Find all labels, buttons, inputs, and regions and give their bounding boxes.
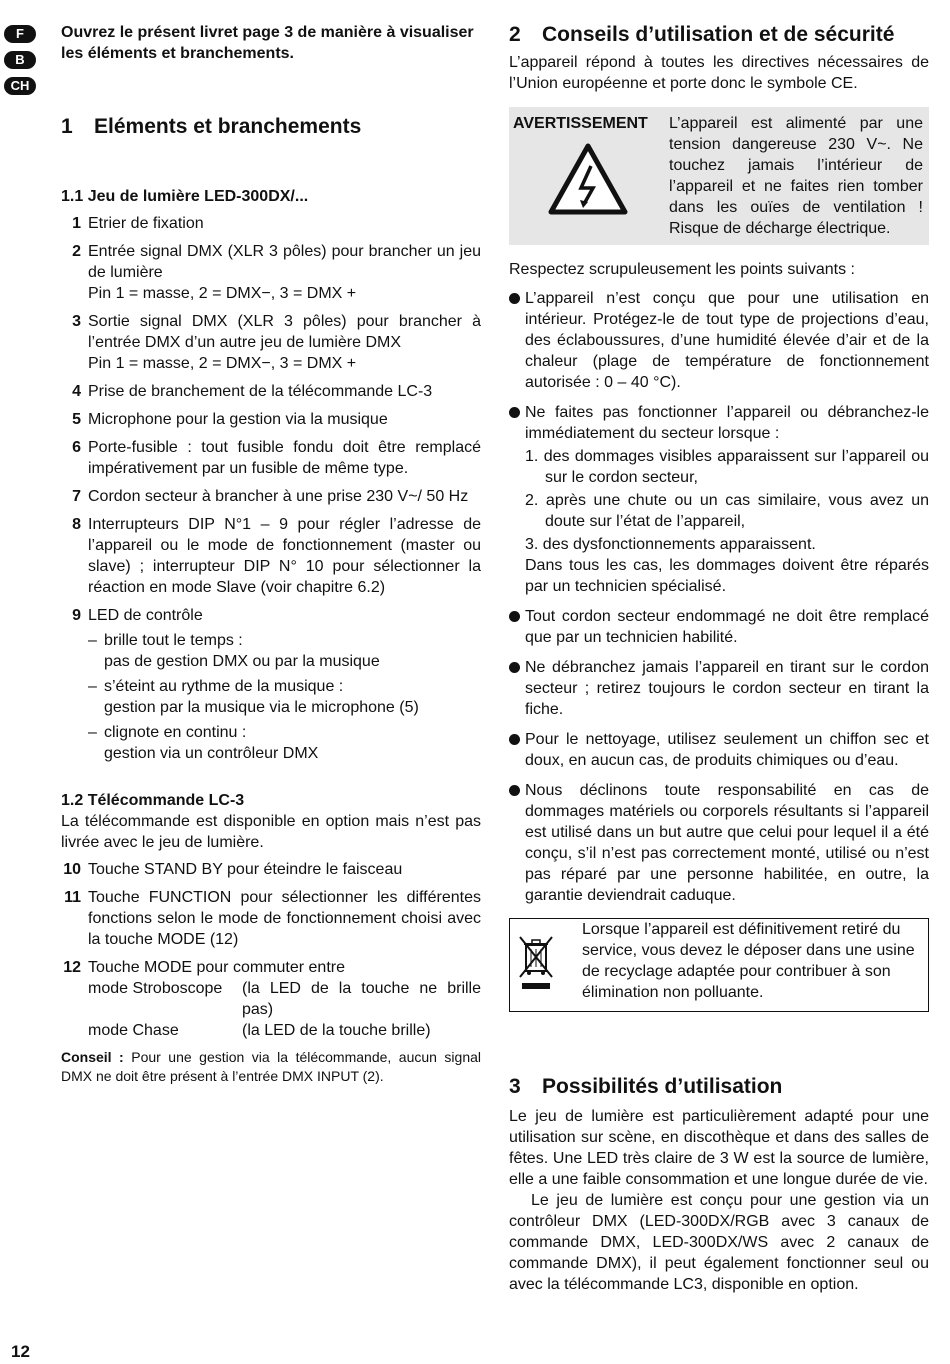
section-1-heading [61,114,481,140]
list-item [61,437,481,479]
section-title: Eléments et branchements [94,115,362,138]
language-tab-f: F [4,25,36,43]
item-text: Etrier de fixation [88,215,204,232]
item-text: Prise de branchement de la télécommande LC-3 [88,383,433,400]
list-item [61,213,481,234]
item-text: Cordon secteur à brancher à une prise 230 V~/ 50 Hz [88,488,469,505]
item-text: LED de contrôle [88,607,203,624]
page-number: 12 [11,1342,30,1361]
damage-conditions [525,446,929,555]
list-item [61,605,481,764]
tip-label: Conseil : [61,1049,124,1065]
item-number: 12 [63,959,81,976]
item-text: Microphone pour la gestion via la musique [88,411,388,428]
tip-note [61,1048,481,1086]
language-tab-ch: CH [4,77,36,95]
warning-title: AVERTISSEMENT [513,115,648,132]
item-number: 9 [72,607,81,624]
section-number: 3 [509,1075,521,1098]
item-number: 7 [72,488,81,505]
item-number: 2 [72,243,81,260]
item-number: 5 [72,411,81,428]
safety-item [509,402,929,597]
list-item [61,957,481,1041]
intro-text: Ouvrez le présent livret page 3 de manière à visualiser les éléments et branchements. [61,24,474,62]
subsection-1-1-heading: 1.1 Jeu de lumière LED-300DX/... [61,188,309,205]
ce-mark: CE [831,75,854,92]
list-item [61,241,481,304]
item-text: Porte-fusible : tout fusible fondu doit être remplacé impérativement par un fusible de même type. [88,439,481,477]
led-state-item [88,676,481,718]
respect-instruction: Respectez scrupuleusement les points suivants : [509,261,855,278]
list-item [61,859,481,880]
left-column [61,22,481,1086]
recycling-text: Lorsque l’appareil est définitivement retiré du service, vous devez le déposer dans une usine de recyclage adaptée pour contribuer à son élimination non polluante. [582,921,915,1001]
section-2-intro: L’appareil répond à toutes les directives nécessaires de l’Union européenne et porte donc le symbole CE. [509,54,929,92]
led-state-list [88,630,481,764]
led-state: brille tout le temps : [104,632,243,649]
warning-box [509,107,929,245]
language-tab-b: B [4,51,36,69]
item-number: 11 [64,889,81,906]
safety-item: Tout cordon secteur endommagé ne doit être remplacé que par un technicien habilité. [509,606,929,648]
warning-text: L’appareil est alimenté par une tension dangereuse 230 V~. Ne touchez jamais l’intérieur de l’appareil et ne faites rien tomber dans les ouïes de ventilation ! Risque de décharge électrique. [669,115,923,237]
item-text: Interrupteurs DIP N°1 – 9 pour régler l’adresse de l’appareil ou le mode de fonctionnement (master ou slave) ; interrupteur DIP N° 10 pour sélectionner la réaction en mode Slave (voir chapitre 6.2) [88,516,481,596]
led-meaning: pas de gestion DMX ou par la musique [104,653,380,670]
list-item [61,311,481,374]
led-state-item [88,630,481,672]
mode-row [88,978,481,1020]
remote-list [61,859,481,1041]
safety-list [509,288,929,906]
mode-description: (la LED de la touche ne brille pas) [242,980,481,1018]
item-text: Sortie signal DMX (XLR 3 pôles) pour brancher à l’entrée DMX d’un autre jeu de lumière DMX [88,313,481,351]
item-text: Entrée signal DMX (XLR 3 pôles) pour brancher un jeu de lumière [88,243,481,281]
item-number: 6 [72,439,81,456]
crossed-bin-icon [510,919,574,1011]
elements-list [61,213,481,764]
recycling-notice [509,918,929,1012]
pin-assignment: Pin 1 = masse, 2 = DMX−, 3 = DMX + [88,355,357,372]
subsection-1-2-heading: 1.2 Télécommande LC-3 [61,792,245,809]
section-number: 1 [61,115,73,138]
safety-item: Ne débranchez jamais l’appareil en tirant sur le cordon secteur ; retirez toujours le cordon secteur en tirant la fiche. [509,657,929,720]
safety-item: Nous déclinons toute responsabilité en cas de dommages matériels ou corporels résultants si l’appareil est utilisé dans un but autre que celui pour lequel il a été conçu, s’il n’est pas correctement monté, utilisé ou n’est pas réparé par une personne habilitée, en outre, la garantie deviendrait caduque. [509,780,929,906]
condition-item: 3. des dysfonctionnements apparaissent. [525,536,816,553]
mode-description: (la LED de la touche brille) [242,1022,431,1039]
section-3-heading [509,1074,929,1100]
tip-text: Pour une gestion via la télécommande, aucun signal DMX ne doit être présent à l’entrée DMX INPUT (2). [61,1049,481,1084]
remote-intro: La télécommande est disponible en option mais n’est pas livrée avec le jeu de lumière. [61,813,481,851]
list-item [61,887,481,950]
condition-item: 1. des dommages visibles apparaissent sur l’appareil ou sur le cordon secteur, [525,448,929,486]
item-text: Touche MODE pour commuter entre [88,959,345,976]
item-number: 10 [63,861,81,878]
usage-paragraph: Le jeu de lumière est particulièrement adapté pour une utilisation sur scène, en discothèque et dans des salles de fêtes. Une LED très claire de 3 W est la source de lumière, elle a une faible consommation et une longue durée de vie. [509,1108,929,1188]
section-number: 2 [509,23,521,46]
section-title: Possibilités d’utilisation [542,1075,783,1098]
item-number: 1 [72,215,81,232]
condition-item: 2. après une chute ou un cas similaire, vous avez un doute sur l’état de l’appareil, [525,492,929,530]
list-item [61,486,481,507]
led-state-item [88,722,481,764]
mode-row [88,1020,481,1041]
item-text: Touche STAND BY pour éteindre le faisceau [88,861,403,878]
language-tabs [4,25,40,103]
safety-item: Pour le nettoyage, utilisez seulement un chiffon sec et doux, en aucun cas, de produits chimiques ou d’eau. [509,729,929,771]
item-number: 3 [72,313,81,330]
safety-item: L’appareil n’est conçu que pour une utilisation en intérieur. Protégez-le de tout type de projections d’eau, des éclaboussures, d’une humidité élevée d’air et de la chaleur (plage de température de fonctionnement autorisée : 0 – 40 °C). [509,288,929,393]
item-number: 8 [72,516,81,533]
mode-name: mode Stroboscope [88,980,223,997]
safety-item-text: Ne faites pas fonctionner l’appareil ou débranchez-le immédiatement du secteur lorsque : [525,404,929,442]
section-title: Conseils d’utilisation et de sécurité [542,23,895,46]
list-item [61,514,481,598]
led-meaning: gestion par la musique via le microphone (5) [104,699,419,716]
section-2-heading [509,22,929,48]
led-state: s’éteint au rythme de la musique : [104,678,344,695]
right-column [509,22,929,1295]
item-number: 4 [72,383,81,400]
led-state: clignote en continu : [104,724,247,741]
high-voltage-warning-icon [547,142,669,222]
led-meaning: gestion via un contrôleur DMX [104,745,319,762]
conformity-text: L’appareil répond à toutes les directives nécessaires de l’Union européenne et porte donc le symbole [509,54,929,92]
usage-paragraph: Le jeu de lumière est conçu pour une gestion via un contrôleur DMX (LED-300DX/RGB avec 3 canaux de commande DMX, LED-300DX/WS avec 2 canaux de commande DMX), il peut également fonctionner seul ou avec la télécommande LC3, disponible en option. [509,1192,929,1293]
item-text: Touche FUNCTION pour sélectionner les différentes fonctions selon le mode de fonctionnement choisi avec la touche MODE (12) [88,889,481,948]
pin-assignment: Pin 1 = masse, 2 = DMX−, 3 = DMX + [88,285,357,302]
repair-note: Dans tous les cas, les dommages doivent être réparés par un technicien spécialisé. [525,557,929,595]
list-item [61,381,481,402]
list-item [61,409,481,430]
mode-name: mode Chase [88,1022,179,1039]
